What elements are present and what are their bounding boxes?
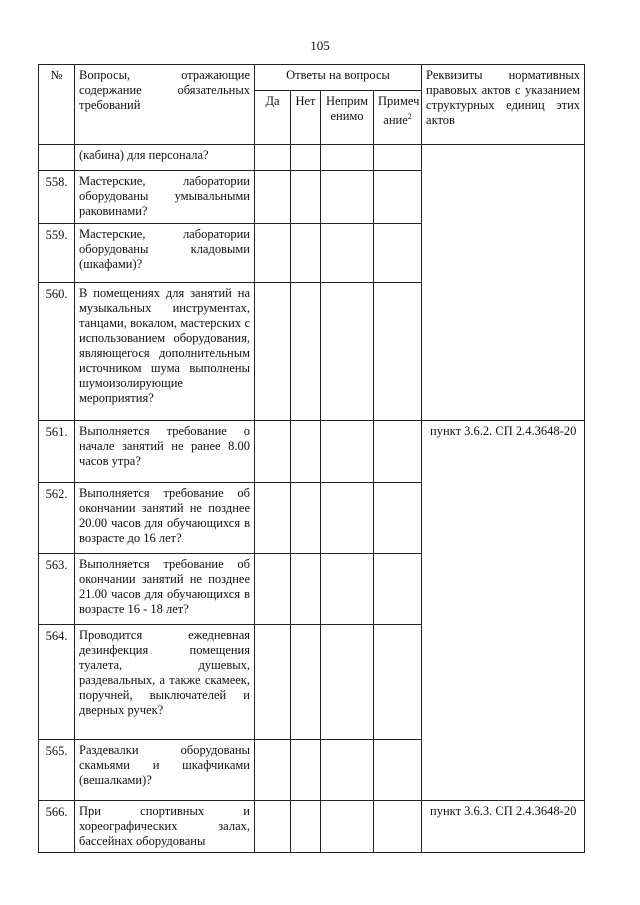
- page-number: 105: [310, 38, 330, 53]
- table-row: [39, 801, 585, 853]
- answer-note-cell[interactable]: [374, 171, 422, 224]
- answer-no-cell[interactable]: [291, 483, 321, 554]
- answer-note-cell[interactable]: [374, 283, 422, 421]
- answer-yes-cell[interactable]: [255, 421, 291, 483]
- answer-note-cell[interactable]: [374, 625, 422, 740]
- row-question: При спортивных и хореографических залах, бассейнах оборудованы: [75, 801, 255, 853]
- header-na: Неприм енимо: [321, 91, 374, 145]
- answer-note-cell[interactable]: [374, 801, 422, 853]
- answer-note-cell[interactable]: [374, 740, 422, 801]
- answer-note-cell[interactable]: [374, 554, 422, 625]
- row-number: 561.: [39, 421, 75, 483]
- answer-no-cell[interactable]: [291, 625, 321, 740]
- header-no: Нет: [291, 91, 321, 145]
- row-number: 562.: [39, 483, 75, 554]
- answer-yes-cell[interactable]: [255, 483, 291, 554]
- row-question: Выполняется требование об окончании занятий не позднее 21.00 часов для обучающихся в возрасте 16 - 18 лет?: [75, 554, 255, 625]
- answer-yes-cell[interactable]: [255, 801, 291, 853]
- header-requisites: Реквизиты нормативных правовых актов с указанием структурных единиц этих актов: [422, 65, 585, 145]
- answer-no-cell[interactable]: [291, 145, 321, 171]
- answer-yes-cell[interactable]: [255, 283, 291, 421]
- answer-na-cell[interactable]: [321, 171, 374, 224]
- answer-na-cell[interactable]: [321, 483, 374, 554]
- answer-no-cell[interactable]: [291, 740, 321, 801]
- answer-no-cell[interactable]: [291, 283, 321, 421]
- answer-note-cell[interactable]: [374, 483, 422, 554]
- row-question: Выполняется требование о начале занятий не ранее 8.00 часов утра?: [75, 421, 255, 483]
- answer-no-cell[interactable]: [291, 801, 321, 853]
- row-question: Выполняется требование об окончании занятий не позднее 20.00 часов для обучающихся в возрасте до 16 лет?: [75, 483, 255, 554]
- answer-na-cell[interactable]: [321, 224, 374, 283]
- answer-na-cell[interactable]: [321, 625, 374, 740]
- header-answers: Ответы на вопросы: [255, 65, 422, 91]
- row-number: 564.: [39, 625, 75, 740]
- header-num: №: [39, 65, 75, 145]
- table-row: [39, 145, 585, 171]
- row-number: [39, 145, 75, 171]
- answer-yes-cell[interactable]: [255, 145, 291, 171]
- row-number: 563.: [39, 554, 75, 625]
- requisites-cell: пункт 3.6.3. СП 2.4.3648-20: [422, 801, 585, 853]
- answer-no-cell[interactable]: [291, 171, 321, 224]
- row-number: 560.: [39, 283, 75, 421]
- answer-note-cell[interactable]: [374, 421, 422, 483]
- header-row: [39, 65, 585, 91]
- row-question: Мастерские, лаборатории оборудованы умывальными раковинами?: [75, 171, 255, 224]
- answer-na-cell[interactable]: [321, 554, 374, 625]
- requisites-cell-empty: [422, 145, 585, 421]
- answer-yes-cell[interactable]: [255, 224, 291, 283]
- table-row: [39, 421, 585, 483]
- answer-yes-cell[interactable]: [255, 171, 291, 224]
- header-note: Примеч ание$^2$: [374, 91, 422, 145]
- row-question: В помещениях для занятий на музыкальных инструментах, танцами, вокалом, мастерских с использованием оборудования, являющегося дополнительным источником шума выполнены шумоизолирующие мероприятия?: [75, 283, 255, 421]
- answer-no-cell[interactable]: [291, 421, 321, 483]
- answer-na-cell[interactable]: [321, 145, 374, 171]
- requirements-table: [38, 64, 585, 853]
- answer-yes-cell[interactable]: [255, 740, 291, 801]
- answer-na-cell[interactable]: [321, 801, 374, 853]
- requisites-cell: пункт 3.6.2. СП 2.4.3648-20: [422, 421, 585, 801]
- row-question: Раздевалки оборудованы скамьями и шкафчиками (вешалками)?: [75, 740, 255, 801]
- answer-no-cell[interactable]: [291, 224, 321, 283]
- answer-note-cell[interactable]: [374, 224, 422, 283]
- row-question: Проводится ежедневная дезинфекция помещения туалета, душевых, раздевальных, а также скамеек, поручней, выключателей и дверных ручек?: [75, 625, 255, 740]
- answer-na-cell[interactable]: [321, 421, 374, 483]
- header-questions: Вопросы, отражающие содержание обязательных требований: [75, 65, 255, 145]
- row-number: 558.: [39, 171, 75, 224]
- row-question: Мастерские, лаборатории оборудованы кладовыми (шкафами)?: [75, 224, 255, 283]
- answer-yes-cell[interactable]: [255, 625, 291, 740]
- row-question: (кабина) для персонала?: [75, 145, 255, 171]
- answer-note-cell[interactable]: [374, 145, 422, 171]
- answer-na-cell[interactable]: [321, 740, 374, 801]
- row-number: 566.: [39, 801, 75, 853]
- answer-no-cell[interactable]: [291, 554, 321, 625]
- header-yes: Да: [255, 91, 291, 145]
- row-number: 559.: [39, 224, 75, 283]
- answer-na-cell[interactable]: [321, 283, 374, 421]
- row-number: 565.: [39, 740, 75, 801]
- answer-yes-cell[interactable]: [255, 554, 291, 625]
